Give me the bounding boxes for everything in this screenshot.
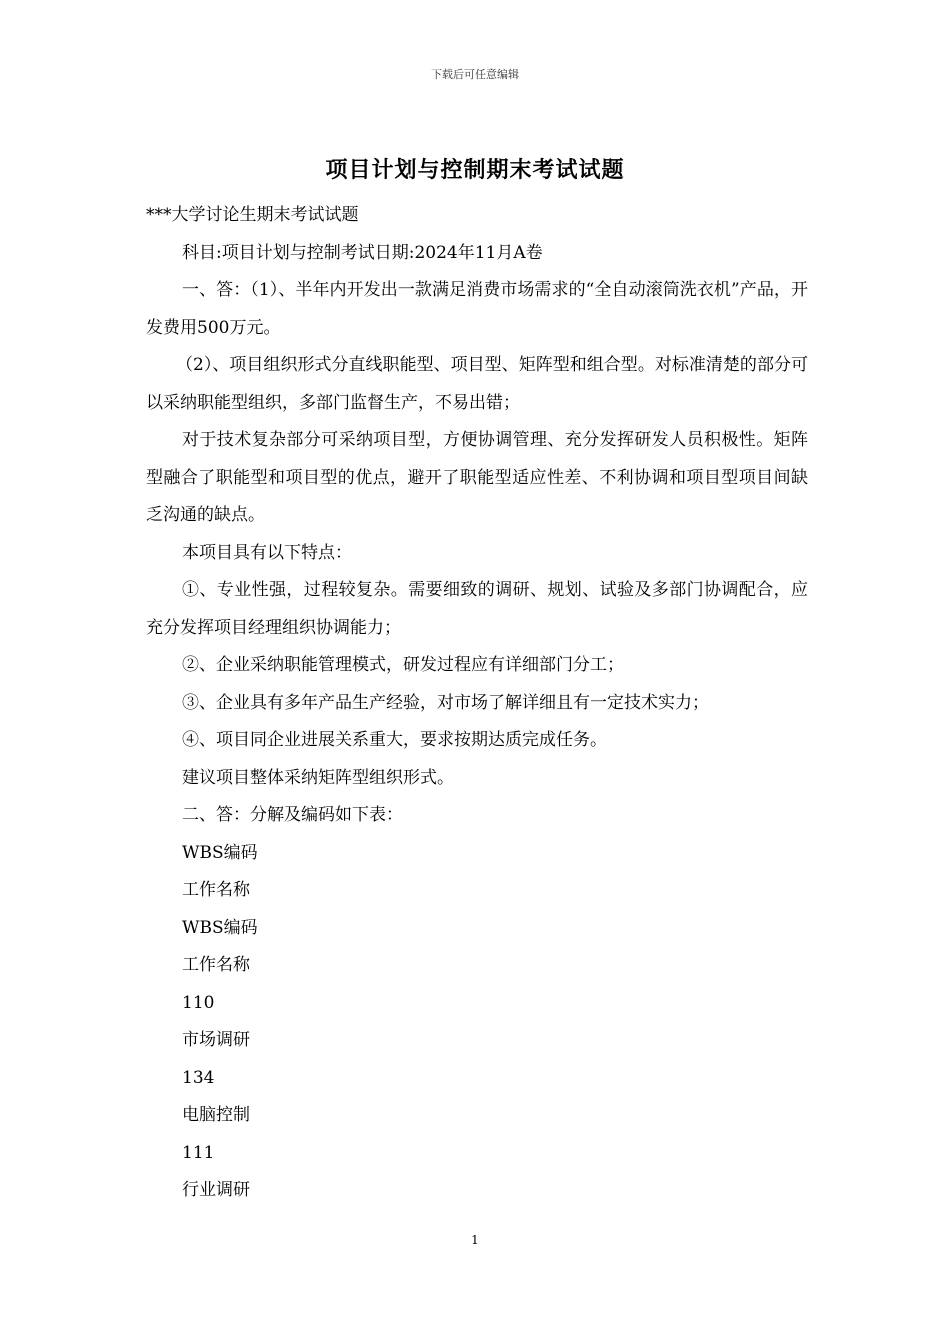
paragraph: 对于技术复杂部分可采纳项目型，方便协调管理、充分发挥研发人员积极性。矩阵型融合了职能型和项目型的优点，避开了职能型适应性差、不利协调和项目型项目间缺乏沟通的缺点。	[146, 430, 808, 525]
paragraph: （2）、项目组织形式分直线职能型、项目型、矩阵型和组合型。对标准清楚的部分可以采纳职能型组织，多部门监督生产，不易出错；	[146, 355, 808, 413]
paragraph: ②、企业采纳职能管理模式，研发过程应有详细部门分工；	[182, 655, 624, 675]
table-cell-text: 134	[182, 1067, 215, 1088]
table-cell-text: 市场调研	[182, 1030, 250, 1050]
document-title: 项目计划与控制期末考试试题	[325, 157, 625, 183]
paragraph: 建议项目整体采纳矩阵型组织形式。	[182, 767, 454, 788]
page-header: 下载后可任意编辑	[431, 68, 519, 81]
page-number: 1	[471, 1233, 479, 1247]
paragraph: ***大学讨论生期末考试试题	[146, 205, 359, 225]
table-cell-text: 111	[182, 1142, 215, 1163]
paragraph: 科目:项目计划与控制考试日期:2024年11月A卷	[182, 242, 543, 263]
paragraph: ①、专业性强，过程较复杂。需要细致的调研、规划、试验及多部门协调配合，应充分发挥项目经理组织协调能力；	[146, 580, 808, 638]
document-body	[146, 197, 808, 1210]
table-cell-text: 行业调研	[182, 1180, 250, 1200]
table-cell-text: 电脑控制	[182, 1105, 250, 1125]
table-cell-text: WBS编码	[182, 917, 258, 938]
paragraph: 本项目具有以下特点：	[182, 542, 352, 563]
paragraph: 一、答：（1）、半年内开发出一款满足消费市场需求的“全自动滚筒洗衣机”产品，开发费用500万元。	[146, 280, 808, 338]
paragraph: ④、项目同企业进展关系重大，要求按期达质完成任务。	[182, 730, 607, 750]
paragraph: ③、企业具有多年产品生产经验，对市场了解详细且有一定技术实力；	[182, 692, 709, 713]
table-cell-text: 工作名称	[182, 880, 250, 900]
table-cell-text: 工作名称	[182, 955, 250, 975]
table-cell-text: WBS编码	[182, 842, 258, 863]
paragraph: 二、答：分解及编码如下表：	[182, 805, 403, 825]
table-cell-text: 110	[182, 992, 215, 1013]
